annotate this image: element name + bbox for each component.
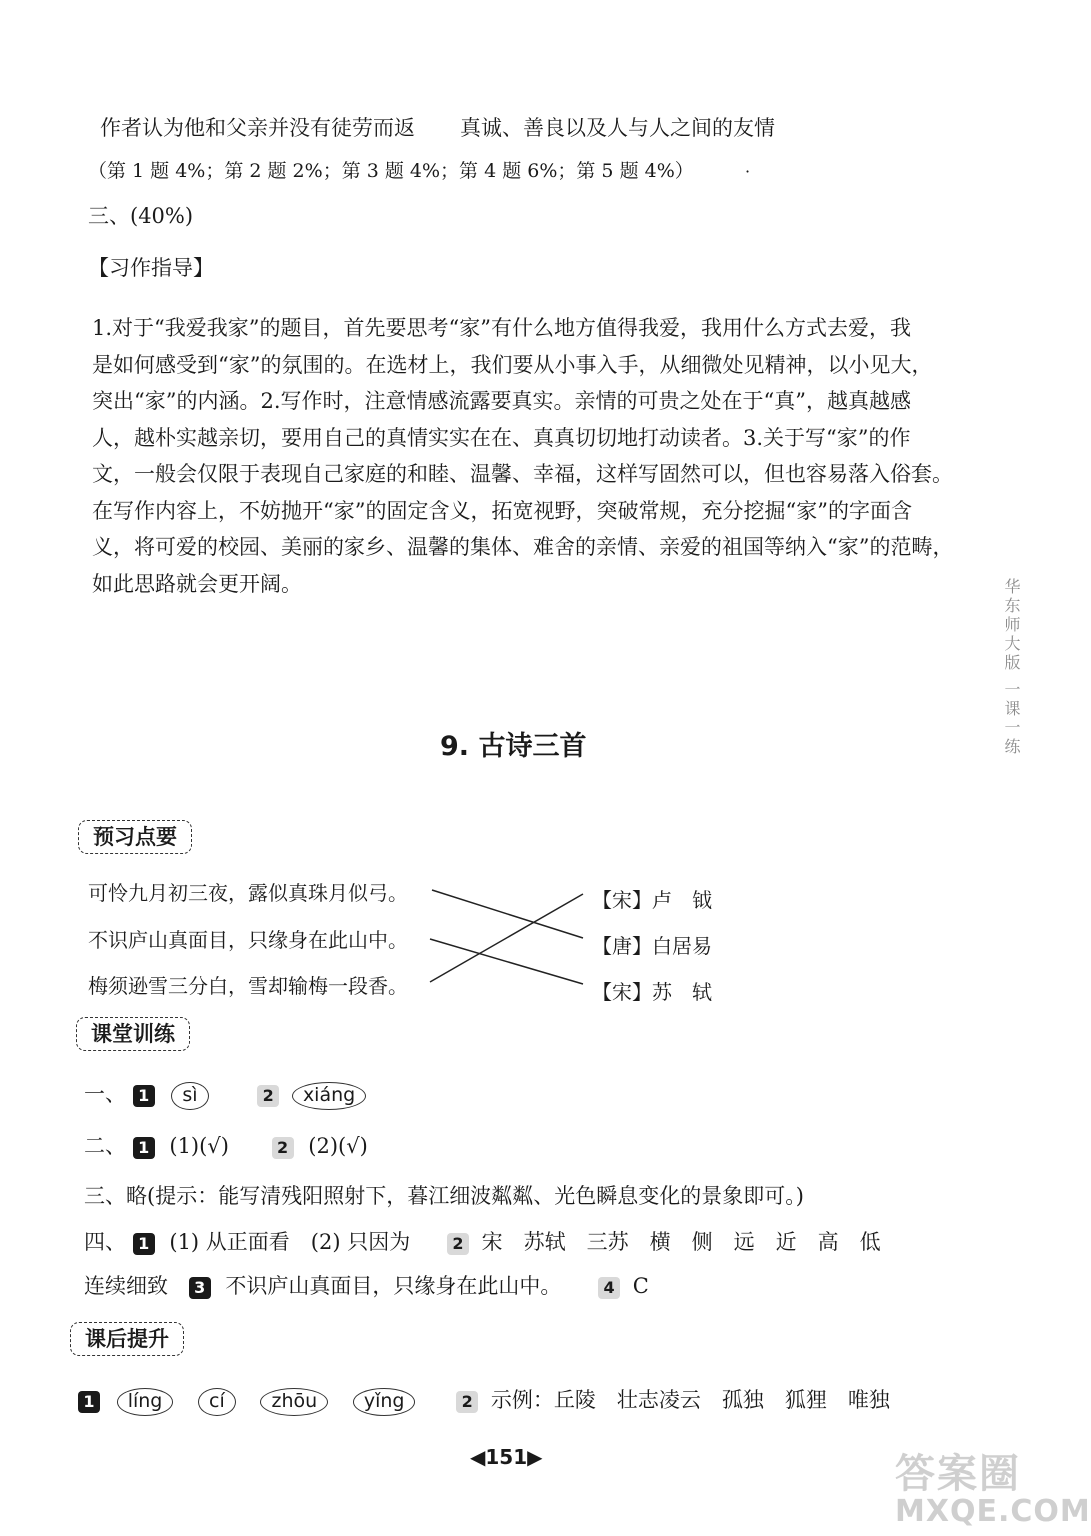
q1-number-1: 1 (133, 1085, 155, 1107)
classwork-q4-cont (84, 1270, 649, 1300)
after-pinyin-4: yǐng (353, 1388, 416, 1416)
section-after-class: 课后提升 (70, 1322, 184, 1356)
match-line-1 (432, 890, 583, 938)
classwork-q4 (84, 1226, 881, 1256)
q2-number-2: 2 (272, 1137, 294, 1159)
q2-answer-2: (2)(√) (308, 1134, 368, 1158)
guide-line: 文，一般会仅限于表现自己家庭的和睦、温馨、幸福，这样写固然可以，但也容易落入俗套。 (92, 462, 953, 486)
author-3: 【宋】苏 轼 (592, 980, 712, 1004)
after-pinyin-2: cí (198, 1388, 236, 1416)
guide-line: 1.对于“我爱我家”的题目，首先要思考“家”有什么地方值得我爱，我用什么方式去爱，我 (92, 316, 911, 340)
guide-line: 是如何感受到“家”的氛围的。在选材上，我们要从小事入手，从细微处见精神，以小见大， (92, 352, 933, 377)
guide-line: 人，越朴实越亲切，要用自己的真情实实在在、真真切切地打动读者。3.关于写“家”的作 (92, 425, 911, 450)
page-number: ◀151▶ (470, 1445, 543, 1469)
side-publisher-text: 华东师大版 一课一练 (1002, 578, 1021, 758)
lesson-title: 9. 古诗三首 (440, 731, 587, 762)
q2-answer-1: (1)(√) (169, 1134, 229, 1158)
classwork-q3: 三、略(提示：能写清残阳照射下，暮江细波粼粼、光色瞬息变化的景象即可。) (84, 1184, 804, 1208)
q1-label: 一、 (84, 1082, 126, 1106)
after-pinyin-3: zhōu (260, 1388, 328, 1416)
q4-answer-3: 不识庐山真面目，只缘身在此山中。 (225, 1274, 562, 1298)
answer-line-1b: 真诚、善良以及人与人之间的友情 (460, 116, 775, 140)
match-line-3 (430, 894, 583, 982)
score-breakdown: （第 1 题 4%；第 2 题 2%；第 3 题 4%；第 4 题 6%；第 5 题 4%） (88, 160, 694, 182)
q4-number-2: 2 (447, 1233, 469, 1255)
after-answer-2: 示例：丘陵 壮志凌云 孤独 狐狸 唯独 (490, 1388, 890, 1412)
q4-continued: 连续细致 (84, 1274, 168, 1298)
q1-pinyin-2: xiáng (292, 1082, 366, 1110)
watermark-logo: 答案圈 (895, 1451, 1021, 1497)
q1-pinyin-1: sì (171, 1082, 208, 1110)
guide-line: 如此思路就会更开阔。 (92, 571, 302, 596)
stray-dot: · (745, 162, 751, 181)
q4-number-3: 3 (189, 1277, 211, 1299)
poem-line-2: 不识庐山真面目，只缘身在此山中。 (88, 928, 408, 952)
guide-line: 在写作内容上，不妨抛开“家”的固定含义，拓宽视野，突破常规，充分挖掘“家”的字面含 (92, 498, 912, 523)
section-classwork: 课堂训练 (76, 1017, 190, 1051)
q2-number-1: 1 (133, 1137, 155, 1159)
answer-line-1a: 作者认为他和父亲并没有徒劳而返 (100, 116, 415, 140)
q4-answer-1: (1) 从正面看 (2) 只因为 (169, 1230, 411, 1254)
q1-number-2: 2 (257, 1085, 279, 1107)
guide-line: 突出“家”的内涵。2.写作时，注意情感流露要真实。亲情的可贵之处在于“真”，越真越感 (92, 389, 911, 413)
author-1: 【宋】卢 钺 (592, 888, 712, 912)
after-pinyin-1: líng (117, 1388, 174, 1416)
section-3-score: 三、(40%) (88, 204, 194, 228)
poem-line-1: 可怜九月初三夜，露似真珠月似弓。 (88, 881, 408, 905)
after-number-2: 2 (456, 1391, 478, 1413)
classwork-q2 (84, 1130, 368, 1160)
guide-line: 义，将可爱的校园、美丽的家乡、温馨的集体、难舍的亲情、亲爱的祖国等纳入“家”的范畴， (92, 535, 954, 559)
q2-label: 二、 (84, 1134, 126, 1158)
poem-line-3: 梅须逊雪三分白，雪却输梅一段香。 (88, 974, 408, 998)
q4-answer-4: C (632, 1274, 649, 1298)
section-preview: 预习点要 (78, 820, 192, 854)
match-line-2 (430, 939, 583, 984)
watermark-url: MXQE.COM (895, 1494, 1091, 1529)
q4-label: 四、 (84, 1230, 126, 1254)
author-2: 【唐】白居易 (592, 934, 712, 958)
after-class-answers (78, 1384, 890, 1416)
q4-number-1: 1 (133, 1233, 155, 1255)
classwork-q1 (84, 1078, 366, 1110)
after-number-1: 1 (78, 1391, 100, 1413)
q4-answer-2: 宋 苏轼 三苏 横 侧 远 近 高 低 (481, 1230, 881, 1254)
q4-number-4: 4 (598, 1277, 620, 1299)
writing-guide-heading: 【习作指导】 (88, 256, 214, 280)
